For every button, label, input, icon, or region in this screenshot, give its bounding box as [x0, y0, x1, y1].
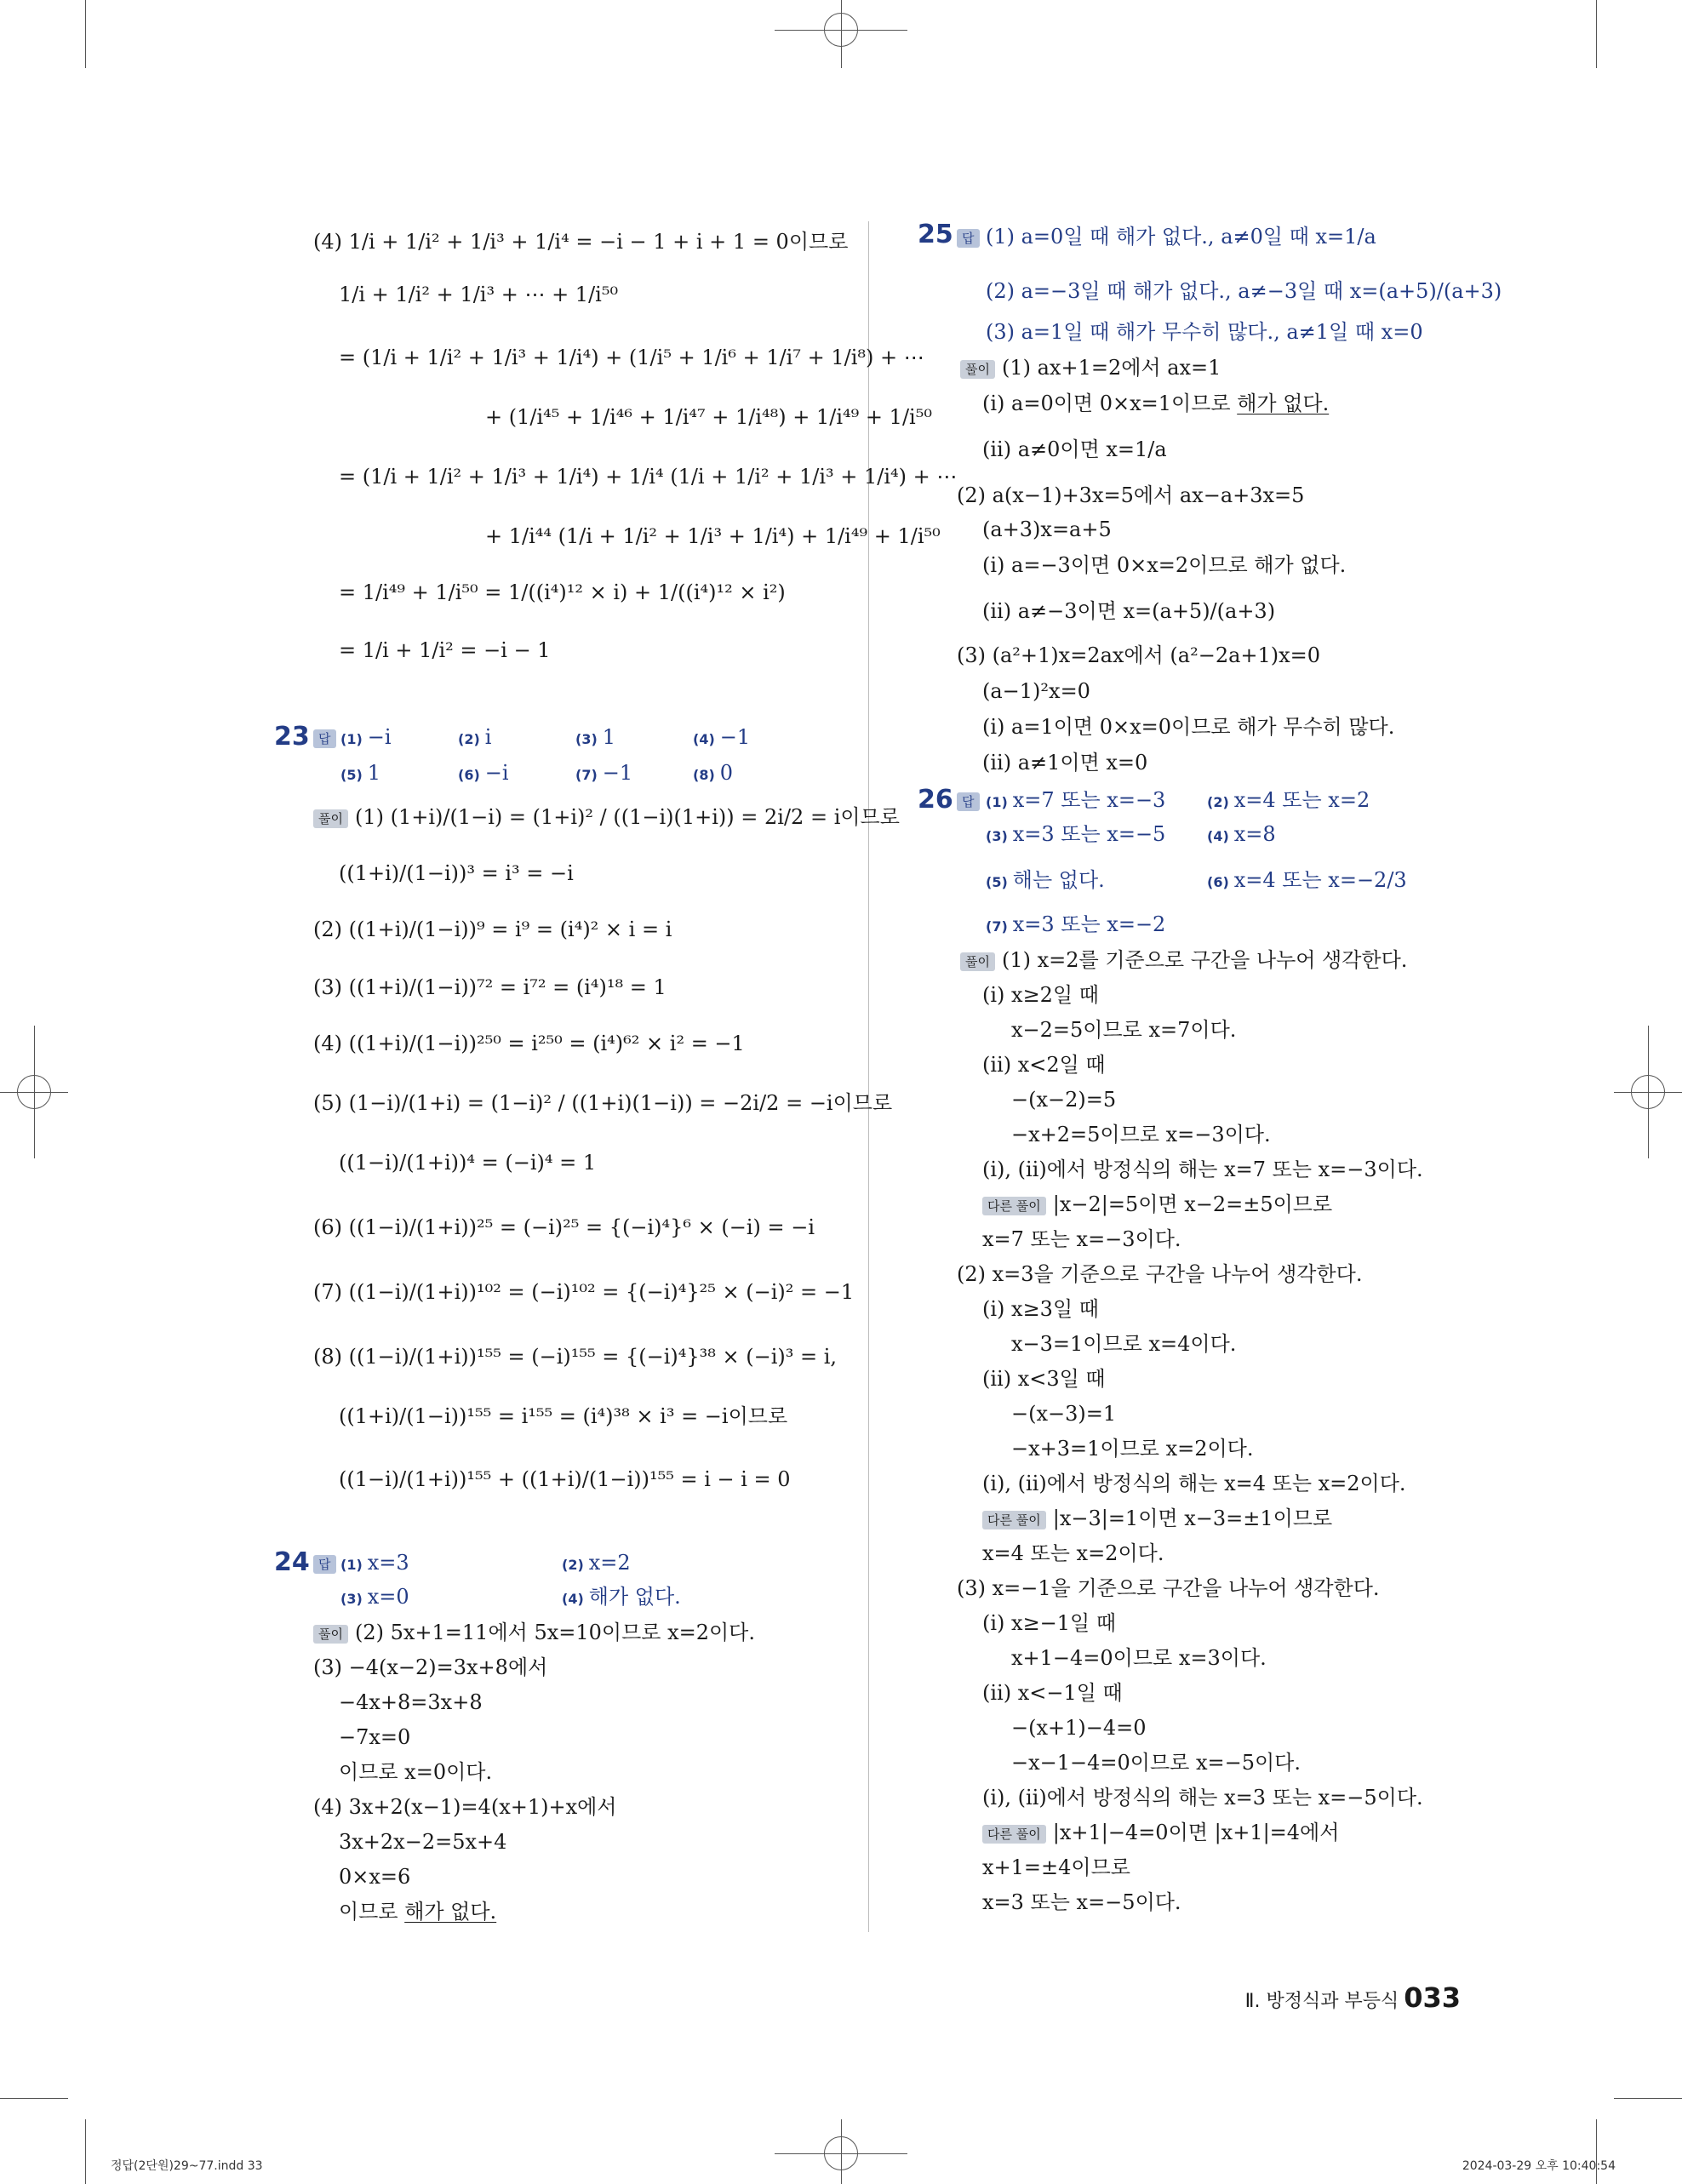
answer-item: (4) −1: [693, 725, 751, 749]
answer-item: (4) 해가 없다.: [562, 1585, 681, 1609]
answer-item: (1) a=0일 때 해가 없다., a≠0일 때 x=1/a: [986, 225, 1376, 249]
solution-line: 풀이 (1) x=2를 기준으로 구간을 나누어 생각한다.: [960, 946, 1407, 974]
problem-number: 23: [274, 722, 310, 752]
solution-line: −(x−2)=5: [1011, 1088, 1117, 1112]
solution-line: −x−1−4=0이므로 x=−5이다.: [1011, 1751, 1301, 1775]
answer-item: (2) i: [458, 725, 492, 749]
solution-line: −(x+1)−4=0: [1011, 1716, 1147, 1740]
solution-line: (a−1)²x=0: [982, 679, 1090, 703]
timestamp-slug: 2024-03-29 오후 10:40:54: [1462, 2159, 1616, 2173]
solution-line: ((1+i)/(1−i))³ = i³ = −i: [339, 861, 574, 885]
solution-line: −7x=0: [339, 1725, 411, 1749]
answer-item: (6) −i: [458, 761, 509, 785]
solution-tag: 풀이: [960, 952, 995, 971]
solution-line: (ⅰ), (ⅱ)에서 방정식의 해는 x=4 또는 x=2이다.: [982, 1472, 1406, 1495]
solution-line: (4) ((1+i)/(1−i))²⁵⁰ = i²⁵⁰ = (i⁴)⁶² × i² = −1: [313, 1032, 745, 1055]
solution-line: (3) x=−1을 기준으로 구간을 나누어 생각한다.: [957, 1576, 1380, 1600]
p22-line: = 1/i⁴⁹ + 1/i⁵⁰ = 1/((i⁴)¹² × i) + 1/((i⁴)¹² × i²): [339, 580, 786, 604]
solution-line: (ⅱ) x<3일 때: [982, 1367, 1106, 1391]
solution-line: x−2=5이므로 x=7이다.: [1011, 1018, 1237, 1042]
crop-mark: [1596, 2119, 1597, 2184]
solution-line: 풀이 (2) 5x+1=11에서 5x=10이므로 x=2이다.: [313, 1619, 755, 1646]
registration-circle: [17, 1075, 51, 1109]
p22-line: = (1/i + 1/i² + 1/i³ + 1/i⁴) + 1/i⁴ (1/i + 1/i² + 1/i³ + 1/i⁴) + ⋯: [339, 465, 958, 489]
answer-row: [313, 1549, 343, 1576]
problem-number: 26: [918, 785, 953, 815]
solution-line: 다른 풀이 |x+1|−4=0이면 |x+1|=4에서: [982, 1819, 1339, 1846]
crop-mark: [1614, 2098, 1682, 2099]
p22-line: + 1/i⁴⁴ (1/i + 1/i² + 1/i³ + 1/i⁴) + 1/i⁴⁹ + 1/i⁵⁰: [485, 524, 941, 548]
solution-line: (a+3)x=a+5: [982, 517, 1112, 541]
solution-line: (2) x=3을 기준으로 구간을 나누어 생각한다.: [957, 1262, 1363, 1286]
solution-line: −4x+8=3x+8: [339, 1690, 483, 1714]
solution-tag: 풀이: [313, 809, 348, 828]
file-slug: 정답(2단원)29~77.indd 33: [111, 2159, 263, 2173]
alt-solution-tag: 다른 풀이: [982, 1511, 1046, 1529]
page-footer: [1245, 1981, 1461, 2014]
solution-line: (ⅰ), (ⅱ)에서 방정식의 해는 x=3 또는 x=−5이다.: [982, 1786, 1423, 1810]
answer-item: (3) a=1일 때 해가 무수히 많다., a≠1일 때 x=0: [986, 320, 1423, 344]
solution-line: x+1−4=0이므로 x=3이다.: [1011, 1646, 1267, 1670]
solution-line: (3) (a²+1)x=2ax에서 (a²−2a+1)x=0: [957, 643, 1321, 667]
solution-line: (ⅰ) a=0이면 0×x=1이므로 해가 없다.: [982, 392, 1330, 415]
p22-line: = 1/i + 1/i² = −i − 1: [339, 638, 551, 662]
solution-line: x=3 또는 x=−5이다.: [982, 1890, 1181, 1914]
solution-line: x=7 또는 x=−3이다.: [982, 1227, 1181, 1251]
crop-mark: [85, 0, 86, 68]
answer-item: (3) 1: [575, 725, 616, 749]
answer-tag: 답: [957, 229, 980, 248]
solution-line: (5) (1−i)/(1+i) = (1−i)² / ((1+i)(1−i)) = −2i/2 = −i이므로: [313, 1091, 893, 1115]
p22-line: + (1/i⁴⁵ + 1/i⁴⁶ + 1/i⁴⁷ + 1/i⁴⁸) + 1/i⁴⁹ + 1/i⁵⁰: [485, 405, 932, 429]
answer-tag: 답: [313, 1555, 336, 1574]
solution-line: 0×x=6: [339, 1865, 411, 1889]
solution-line: (7) ((1−i)/(1+i))¹⁰² = (−i)¹⁰² = {(−i)⁴}²⁵ × (−i)² = −1: [313, 1280, 855, 1304]
answer-item: (2) x=2: [562, 1551, 631, 1575]
solution-line: (ⅱ) a≠1이면 x=0: [982, 751, 1148, 775]
solution-line: (ⅰ) a=1이면 0×x=0이므로 해가 무수히 많다.: [982, 715, 1395, 739]
crop-mark: [1596, 0, 1597, 68]
solution-line: (3) ((1+i)/(1−i))⁷² = i⁷² = (i⁴)¹⁸ = 1: [313, 975, 667, 999]
answer-item: (3) x=0: [340, 1585, 409, 1609]
solution-line: x−3=1이므로 x=4이다.: [1011, 1332, 1237, 1356]
registration-circle: [824, 13, 858, 47]
alt-solution-tag: 다른 풀이: [982, 1197, 1046, 1215]
p22-line: (4) 1/i + 1/i² + 1/i³ + 1/i⁴ = −i − 1 + i + 1 = 0이므로: [313, 230, 849, 254]
solution-line: (ⅱ) x<2일 때: [982, 1053, 1106, 1077]
answer-item: (4) x=8: [1207, 822, 1276, 846]
solution-line: 이므로 해가 없다.: [339, 1900, 497, 1924]
answer-item: (1) x=3: [340, 1551, 409, 1575]
solution-line: ((1+i)/(1−i))¹⁵⁵ = i¹⁵⁵ = (i⁴)³⁸ × i³ = −i이므로: [339, 1404, 788, 1428]
solution-line: 이므로 x=0이다.: [339, 1760, 493, 1784]
solution-line: (ⅰ) x≥−1일 때: [982, 1611, 1117, 1635]
solution-line: 다른 풀이 |x−3|=1이면 x−3=±1이므로: [982, 1505, 1332, 1532]
crop-mark: [85, 2119, 86, 2184]
problem-number: 25: [918, 220, 953, 249]
answer-item: (1) x=7 또는 x=−3: [986, 788, 1166, 812]
solution-tag: 풀이: [960, 360, 995, 379]
answer-row: [957, 223, 987, 250]
solution-line: (ⅱ) a≠−3이면 x=(a+5)/(a+3): [982, 599, 1276, 623]
registration-circle: [1631, 1075, 1665, 1109]
solution-line: ((1−i)/(1+i))⁴ = (−i)⁴ = 1: [339, 1151, 597, 1175]
answer-item: (1) −i: [340, 725, 392, 749]
solution-line: −x+2=5이므로 x=−3이다.: [1011, 1123, 1271, 1146]
solution-line: −x+3=1이므로 x=2이다.: [1011, 1437, 1254, 1461]
answer-tag: 답: [957, 792, 980, 811]
solution-line: 풀이 (1) (1+i)/(1−i) = (1+i)² / ((1−i)(1+i)) = 2i/2 = i이므로: [313, 803, 900, 831]
solution-line: −(x−3)=1: [1011, 1402, 1117, 1426]
solution-line: 다른 풀이 |x−2|=5이면 x−2=±5이므로: [982, 1191, 1332, 1218]
answer-item: (2) a=−3일 때 해가 없다., a≠−3일 때 x=(a+5)/(a+3): [986, 279, 1502, 303]
solution-line: (8) ((1−i)/(1+i))¹⁵⁵ = (−i)¹⁵⁵ = {(−i)⁴}³⁸ × (−i)³ = i,: [313, 1345, 838, 1369]
solution-line: (ⅰ), (ⅱ)에서 방정식의 해는 x=7 또는 x=−3이다.: [982, 1158, 1423, 1181]
p22-line: 1/i + 1/i² + 1/i³ + ⋯ + 1/i⁵⁰: [339, 283, 619, 306]
solution-line: ((1−i)/(1+i))¹⁵⁵ + ((1+i)/(1−i))¹⁵⁵ = i − i = 0: [339, 1467, 791, 1491]
answer-item: (7) x=3 또는 x=−2: [986, 912, 1166, 936]
registration-circle: [824, 2136, 858, 2170]
problem-number: 24: [274, 1547, 310, 1577]
p22-line: = (1/i + 1/i² + 1/i³ + 1/i⁴) + (1/i⁵ + 1/i⁶ + 1/i⁷ + 1/i⁸) + ⋯: [339, 346, 924, 369]
answer-item: (7) −1: [575, 761, 633, 785]
solution-line: (ⅰ) a=−3이면 0×x=2이므로 해가 없다.: [982, 553, 1347, 577]
solution-tag: 풀이: [313, 1625, 348, 1644]
solution-line: (ⅱ) a≠0이면 x=1/a: [982, 437, 1167, 461]
solution-line: (ⅰ) x≥2일 때: [982, 983, 1099, 1007]
answer-item: (6) x=4 또는 x=−2/3: [1207, 868, 1407, 892]
answer-item: (3) x=3 또는 x=−5: [986, 822, 1166, 846]
section-title: Ⅱ. 방정식과 부등식: [1244, 1991, 1399, 2012]
answer-item: (5) 1: [340, 761, 381, 785]
page-number: 033: [1404, 1981, 1461, 2014]
solution-line: (2) ((1+i)/(1−i))⁹ = i⁹ = (i⁴)² × i = i: [313, 918, 672, 941]
solution-line: (ⅰ) x≥3일 때: [982, 1297, 1099, 1321]
alt-solution-tag: 다른 풀이: [982, 1825, 1046, 1844]
solution-line: x+1=±4이므로: [982, 1855, 1130, 1879]
solution-line: (ⅱ) x<−1일 때: [982, 1681, 1123, 1705]
solution-line: (6) ((1−i)/(1+i))²⁵ = (−i)²⁵ = {(−i)⁴}⁶ × (−i) = −i: [313, 1215, 815, 1239]
answer-item: (8) 0: [693, 761, 734, 785]
solution-line: 풀이 (1) ax+1=2에서 ax=1: [960, 354, 1221, 381]
answer-row: [957, 786, 987, 814]
answer-item: (2) x=4 또는 x=2: [1207, 788, 1370, 812]
solution-line: 3x+2x−2=5x+4: [339, 1830, 507, 1854]
solution-line: (2) a(x−1)+3x=5에서 ax−a+3x=5: [957, 483, 1305, 507]
solution-line: x=4 또는 x=2이다.: [982, 1541, 1164, 1565]
answer-item: (5) 해는 없다.: [986, 868, 1105, 892]
answer-row: [313, 723, 343, 751]
crop-mark: [0, 2098, 68, 2099]
answer-tag: 답: [313, 729, 336, 748]
solution-line: (4) 3x+2(x−1)=4(x+1)+x에서: [313, 1795, 617, 1819]
solution-line: (3) −4(x−2)=3x+8에서: [313, 1655, 548, 1679]
